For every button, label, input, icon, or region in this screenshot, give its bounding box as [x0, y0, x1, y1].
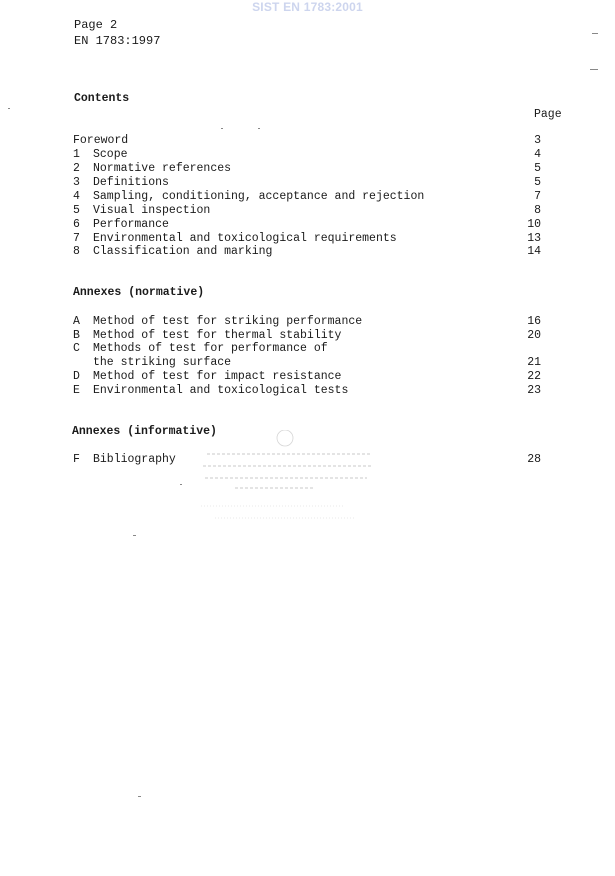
annex-title: Bibliography	[93, 453, 176, 466]
annex-title: Environmental and toxicological tests	[93, 384, 349, 397]
page-column-label: Page	[534, 108, 562, 121]
annex-letter: C	[73, 342, 80, 355]
annex-entry[interactable]	[0, 384, 615, 398]
annex-page: 21	[527, 356, 541, 369]
annex-title: Methods of test for performance of	[93, 342, 328, 355]
toc-number: 1	[73, 148, 80, 161]
toc-number: 2	[73, 162, 80, 175]
annex-letter: E	[73, 384, 80, 397]
annex-entry-continued[interactable]	[0, 356, 615, 370]
annex-page: 23	[527, 384, 541, 397]
toc-entry[interactable]	[0, 204, 615, 218]
annex-letter: A	[73, 315, 80, 328]
toc-entry[interactable]	[0, 176, 615, 190]
watermark: SIST EN 1783:2001	[252, 0, 363, 14]
scan-speck	[180, 484, 182, 485]
toc-number: 6	[73, 218, 80, 231]
toc-title: Scope	[93, 148, 128, 161]
toc-title: Normative references	[93, 162, 232, 175]
library-stamp-graphic	[195, 430, 375, 525]
toc-entry[interactable]	[0, 148, 615, 162]
annex-page: 22	[527, 370, 541, 383]
annex-title: the striking surface	[93, 356, 232, 369]
annex-page: 16	[527, 315, 541, 328]
standard-id: EN 1783:1997	[74, 34, 161, 48]
toc-entry[interactable]	[0, 232, 615, 246]
annex-title: Method of test for striking performance	[93, 315, 363, 328]
scan-speck	[133, 535, 136, 536]
toc-title: Sampling, conditioning, acceptance and rejection	[93, 190, 425, 203]
annex-entry[interactable]	[0, 342, 615, 356]
annex-letter: D	[73, 370, 80, 383]
scan-speck	[8, 108, 10, 109]
scan-speck	[592, 33, 598, 34]
toc-number: 5	[73, 204, 80, 217]
toc-title: Visual inspection	[93, 204, 211, 217]
annex-page: 28	[527, 453, 541, 466]
toc-number: 7	[73, 232, 80, 245]
toc-page: 5	[534, 176, 541, 189]
annex-entry[interactable]	[0, 370, 615, 384]
toc-number: 8	[73, 245, 80, 258]
toc-page: 4	[534, 148, 541, 161]
scan-speck	[590, 69, 598, 70]
toc-page: 14	[527, 245, 541, 258]
toc-title: Environmental and toxicological requirements	[93, 232, 397, 245]
toc-title: Definitions	[93, 176, 169, 189]
toc-title: Foreword	[73, 134, 129, 147]
annexes-informative-heading: Annexes (informative)	[72, 425, 217, 438]
toc-page: 8	[534, 204, 541, 217]
toc-number: 4	[73, 190, 80, 203]
toc-page: 13	[527, 232, 541, 245]
toc-entry[interactable]	[0, 218, 615, 232]
annexes-normative-heading: Annexes (normative)	[73, 286, 205, 299]
annex-entry[interactable]	[0, 315, 615, 329]
annex-letter: F	[73, 453, 80, 466]
toc-entry[interactable]	[0, 162, 615, 176]
toc-title: Performance	[93, 218, 169, 231]
toc-page: 5	[534, 162, 541, 175]
toc-page: 10	[527, 218, 541, 231]
toc-title: Classification and marking	[93, 245, 273, 258]
annex-entry[interactable]	[0, 329, 615, 343]
scan-speck	[138, 796, 141, 797]
toc-number: 3	[73, 176, 80, 189]
scan-speck	[221, 128, 223, 129]
toc-page: 7	[534, 190, 541, 203]
annex-title: Method of test for impact resistance	[93, 370, 342, 383]
toc-entry[interactable]	[0, 190, 615, 204]
toc-entry[interactable]	[0, 245, 615, 259]
scan-speck	[258, 128, 260, 129]
annex-page: 20	[527, 329, 541, 342]
contents-heading: Contents	[74, 92, 130, 105]
toc-page: 3	[534, 134, 541, 147]
toc-entry-foreword[interactable]	[0, 134, 615, 148]
annex-title: Method of test for thermal stability	[93, 329, 342, 342]
annex-letter: B	[73, 329, 80, 342]
page-number: Page 2	[74, 18, 118, 32]
